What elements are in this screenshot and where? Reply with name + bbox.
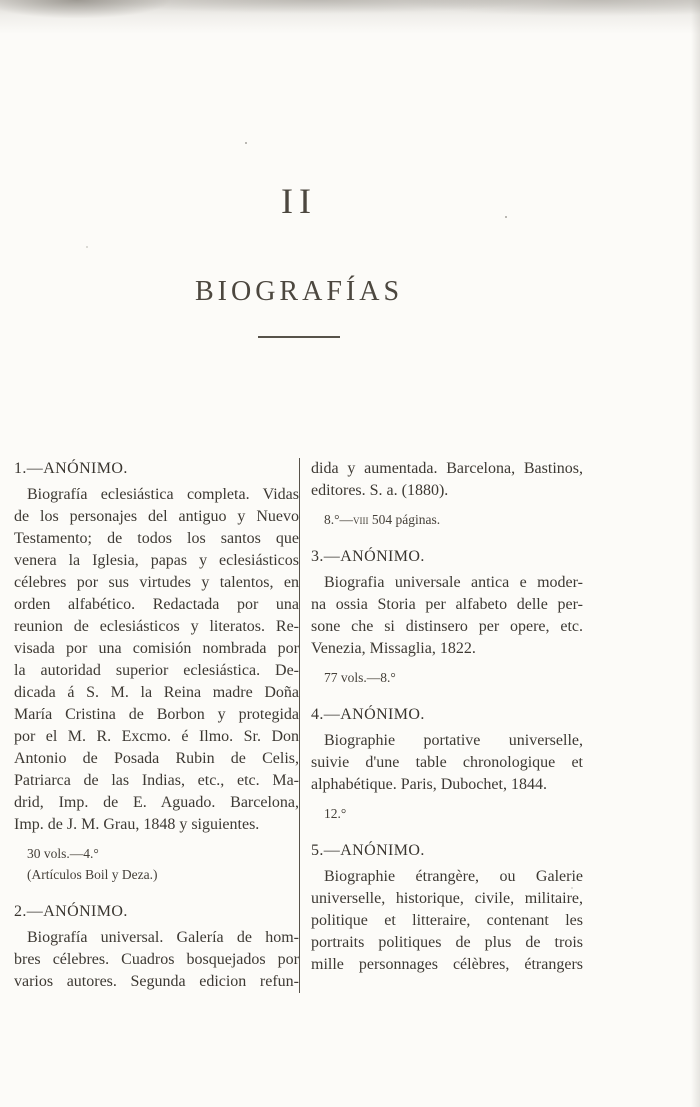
paragraph-line: venera la Iglesia, papas y eclesiásticos (14, 552, 299, 569)
paragraph-line: Biographie portative universelle, (324, 732, 583, 749)
entry-paragraph (311, 458, 583, 502)
paragraph-line: Patriarca de las Indias, etc., etc. Ma- (14, 772, 299, 789)
paragraph-line: alphabétique. Paris, Dubochet, 1844. (311, 776, 547, 793)
section-number: II (281, 181, 317, 221)
small-caps-numeral: viii (353, 512, 369, 527)
citation-line: 8.°—viii 504 páginas. (324, 512, 441, 527)
paragraph-line: Biografia universale antica e moder- (324, 574, 583, 591)
paragraph-line: politique et litteraire, contenant les (311, 912, 583, 929)
paragraph-line: editores. S. a. (1880). (311, 482, 449, 499)
section-title: BIOGRAFÍAS (194, 276, 404, 307)
paragraph-line: Testamento; de todos los santos que (14, 530, 299, 547)
paragraph-line: bres célebres. Cuadros bosquejados por (14, 951, 299, 968)
entry-paragraph (14, 484, 299, 836)
paragraph-line: drid, Imp. de E. Aguado. Barcelona, (14, 794, 299, 811)
paragraph-line: Biografía universal. Galería de hom- (27, 929, 299, 946)
entry-paragraph (311, 866, 583, 976)
paragraph-line: orden alfabético. Redactada por una (14, 596, 299, 613)
column-right (300, 458, 583, 993)
paragraph-line: Biographie étrangère, ou Galerie (324, 868, 583, 885)
entry-citation (311, 509, 583, 530)
entry-paragraph (311, 730, 583, 796)
title-rule (258, 336, 340, 338)
citation-line: 77 vols.—8.° (324, 670, 396, 685)
entry-heading: 2.—ANÓNIMO. (14, 903, 128, 920)
scan-edge-noise-right (691, 0, 700, 1107)
paragraph-line: María Cristina de Borbon y protegida (14, 706, 299, 723)
page-content (14, 0, 584, 993)
citation-line: 12.° (324, 806, 347, 821)
paragraph-line: dida y aumentada. Barcelona, Bastinos, (311, 460, 583, 477)
column-left (14, 458, 299, 993)
paragraph-line: la autoridad superior eclesiástica. De- (14, 662, 299, 679)
entry-heading: 1.—ANÓNIMO. (14, 460, 128, 477)
paragraph-line: Imp. de J. M. Grau, 1848 y siguientes. (14, 816, 260, 833)
paragraph-line: visada por una comisión nombrada por (14, 640, 299, 657)
entry-citation (14, 843, 299, 885)
paragraph-line: sone che si distinsero per opere, etc. (311, 618, 583, 635)
paragraph-line: suivie d'une table chronologique et (311, 754, 583, 771)
entry-heading: 4.—ANÓNIMO. (311, 706, 425, 723)
entry-citation (311, 667, 583, 688)
entry-paragraph (14, 927, 299, 993)
citation-line: (Artículos Boil y Deza.) (27, 867, 158, 882)
paragraph-line: mille personnages célèbres, étrangers (311, 956, 583, 973)
entry-heading: 5.—ANÓNIMO. (311, 842, 425, 859)
paragraph-line: Venezia, Missaglia, 1822. (311, 640, 476, 657)
entry-citation (311, 803, 583, 824)
paragraph-line: reunion de eclesiásticos y literatos. Re- (14, 618, 299, 635)
citation-line: 30 vols.—4.° (27, 846, 99, 861)
entry-paragraph (311, 572, 583, 660)
paragraph-line: dicada á S. M. la Reina madre Doña (14, 684, 299, 701)
text-columns (14, 458, 584, 993)
entry-heading: 3.—ANÓNIMO. (311, 548, 425, 565)
paragraph-line: na ossia Storia per alfabeto delle per- (311, 596, 583, 613)
paragraph-line: célebres por sus virtudes y talentos, en (14, 574, 299, 591)
paragraph-line: de los personajes del antiguo y Nuevo (14, 508, 299, 525)
paragraph-line: varios autores. Segunda edicion refun- (14, 973, 299, 990)
paragraph-line: por el M. R. Excmo. é Ilmo. Sr. Don (14, 728, 299, 745)
paragraph-line: Antonio de Posada Rubin de Celis, (14, 750, 299, 767)
paragraph-line: universelle, historique, civile, militaire, (311, 890, 583, 907)
paragraph-line: portraits politiques de plus de trois (311, 934, 583, 951)
paragraph-line: Biografía eclesiástica completa. Vidas (27, 486, 299, 503)
